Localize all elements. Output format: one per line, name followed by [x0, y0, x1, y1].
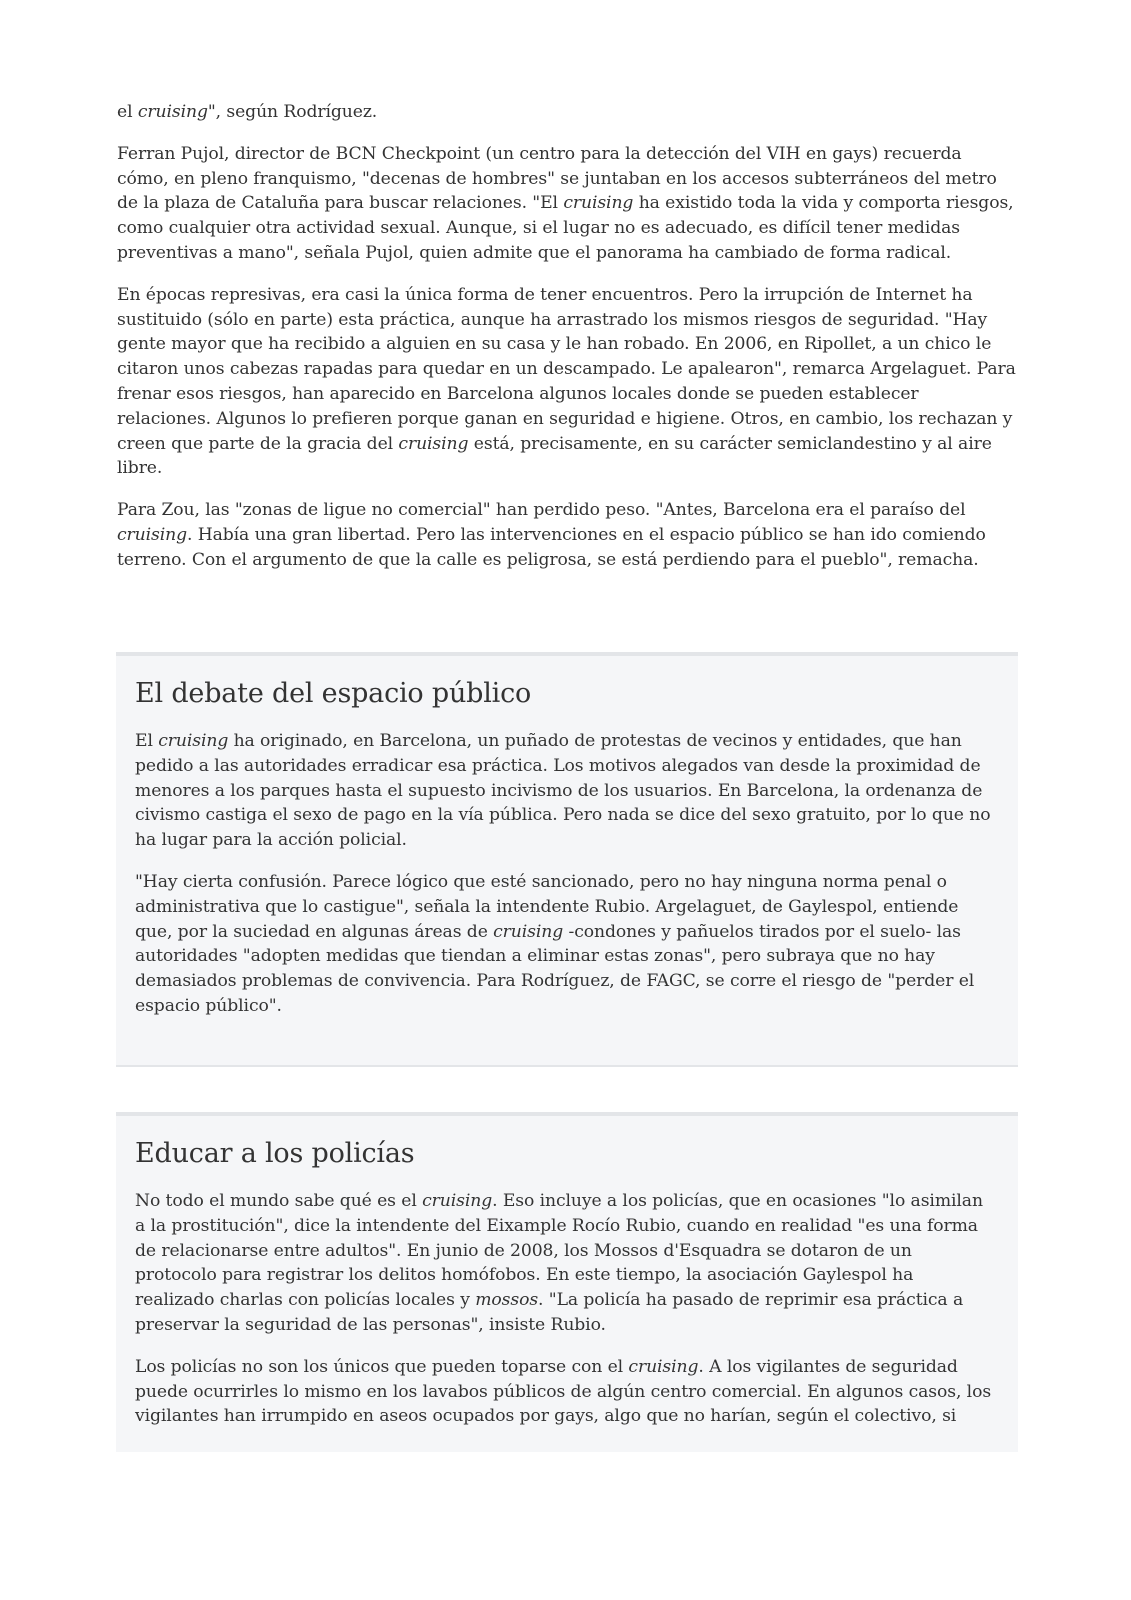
paragraph-zou: Para Zou, las "zonas de ligue no comercial" han perdido peso. "Antes, Barcelona era el paraíso del cruising. Había una gran libertad. Pero las intervenciones en el espacio público se han ido comiendo terreno. Con el argumento de que la calle es peligrosa, se está perdiendo para el pueblo", remacha. — [117, 500, 986, 570]
paragraph-internet: En épocas represivas, era casi la única forma de tener encuentros. Pero la irrupción de Internet ha sustituido (sólo en parte) esta práctica, aunque ha arrastrado los mismos riesgos de seguridad. "Hay gente mayor que ha recibido a alguien en su casa y le han robado. En 2006, en Ripollet, a un chico le citaron unos cabezas rapadas para quedar en un descampado. Le apalearon", remarca Argelaguet. Para frenar esos riesgos, han aparecido en Barcelona algunos locales donde se pueden establecer relaciones. Algunos lo prefieren porque ganan en seguridad e higiene. Otros, en cambio, los rechazan y creen que parte de la gracia del cruising está, precisamente, en su carácter semiclandestino y al aire libre. — [117, 284, 1016, 479]
box-paragraph: El cruising ha originado, en Barcelona, un puñado de protestas de vecinos y entidades, que han pedido a las autoridades erradicar esa práctica. Los motivos alegados van desde la proximidad de menores a los parques hasta el supuesto incivismo de los usuarios. En Barcelona, la ordenanza de civismo castiga el sexo de pago en la vía pública. Pero nada se dice del sexo gratuito, por lo que no ha lugar para la acción policial. — [135, 731, 991, 851]
emphasis: mossos — [475, 1290, 539, 1311]
box-paragraph: No todo el mundo sabe qué es el cruising. Eso incluye a los policías, que en ocasiones "lo asimilan a la prostitución", dice la intendente del Eixample Rocío Rubio, cuando en realidad "es una forma de relacionarse entre adultos". En junio de 2008, los Mossos d'Esquadra se dotaron de un protocolo para registrar los delitos homófobos. En este tiempo, la asociación Gaylespol ha realizado charlas con policías locales y mossos. "La policía ha pasado de reprimir esa práctica a preservar la seguridad de las personas", insiste Rubio. — [135, 1191, 983, 1335]
paragraph-pujol: Ferran Pujol, director de BCN Checkpoint (un centro para la detección del VIH en gays) recuerda cómo, en pleno franquismo, "decenas de hombres" se juntaban en los accesos subterráneos del metro de la plaza de Cataluña para buscar relaciones. "El cruising ha existido toda la vida y comporta riesgos, como cualquier otra actividad sexual. Aunque, si el lugar no es adecuado, es difícil tener medidas preventivas a mano", señala Pujol, quien admite que el panorama ha cambiado de forma radical. — [117, 143, 1014, 263]
emphasis: cruising — [398, 433, 469, 454]
emphasis: cruising — [493, 921, 564, 942]
emphasis: cruising — [628, 1356, 699, 1377]
box-title: Educar a los policías — [135, 1138, 415, 1169]
emphasis: cruising — [563, 193, 634, 214]
article-body — [117, 100, 1017, 590]
emphasis: cruising — [158, 731, 229, 751]
paragraph-continuation: el cruising", según Rodríguez. — [117, 102, 378, 122]
box-paragraph: "Hay cierta confusión. Parece lógico que esté sancionado, pero no hay ninguna norma penal o administrativa que lo castigue", señala la intendente Rubio. Argelaguet, de Gaylespol, entiende que, por la suciedad en algunas áreas de cruising -condones y pañuelos tirados por el suelo- las autoridades "adopten medidas que tiendan a eliminar estas zonas", pero subraya que no hay demasiados problemas de convivencia. Para Rodríguez, de FAGC, se corre el riesgo de "perder el espacio público". — [135, 871, 975, 1016]
sidebar-box-policias — [116, 1112, 1018, 1452]
sidebar-box-debate — [116, 652, 1018, 1067]
box-paragraph: Los policías no son los únicos que pueden toparse con el cruising. A los vigilantes de seguridad puede ocurrirles lo mismo en los lavabos públicos de algún centro comercial. En algunos casos, los vigilantes han irrumpido en aseos ocupados por gays, algo que no harían, según el colectivo, si — [135, 1356, 992, 1427]
emphasis: cruising — [117, 524, 187, 545]
emphasis: cruising — [137, 102, 208, 122]
emphasis: cruising — [422, 1191, 493, 1211]
box-title: El debate del espacio público — [135, 678, 532, 709]
